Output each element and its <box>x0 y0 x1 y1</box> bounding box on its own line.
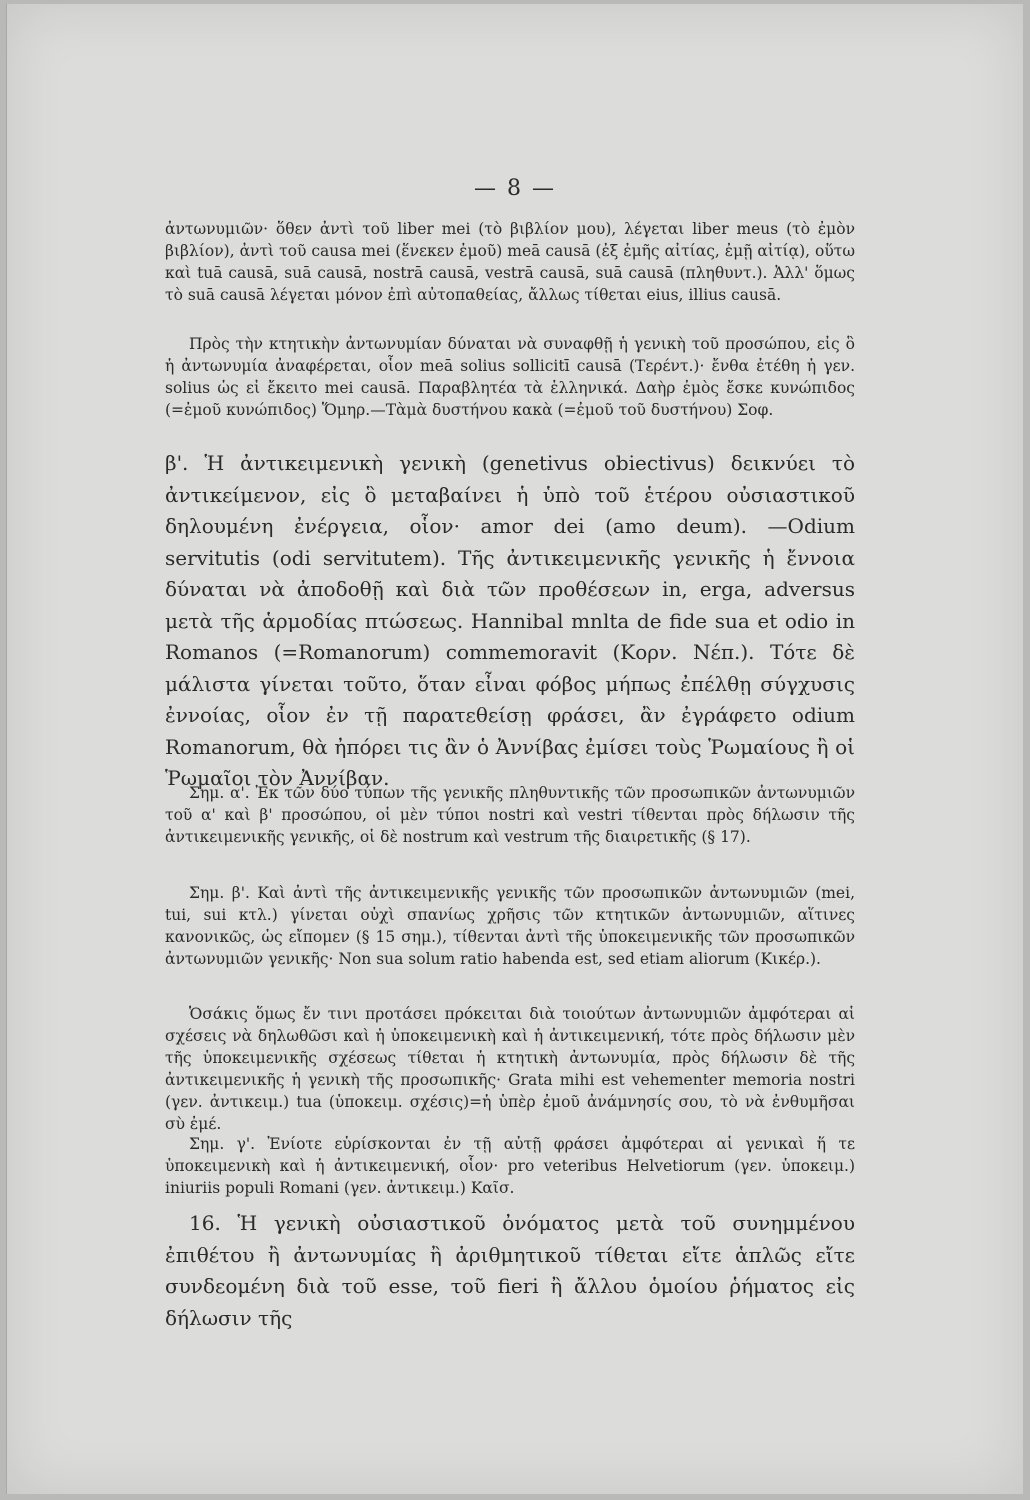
note-gamma: Σημ. γ'. Ἐνίοτε εὑρίσκονται ἐν τῇ αὐτῇ φράσει ἀμφότεραι αἱ γενικαὶ ἥ τε ὑποκειμενικὴ καὶ ἡ ἀντικειμενική, οἷον· pro veteribus Helvetiorum (γεν. ὑποκειμ.) iniuriis populi Romani (γεν. ἀντικειμ.) Καῖσ. <box>165 1135 855 1197</box>
note-beta: Σημ. β'. Καὶ ἀντὶ τῆς ἀντικειμενικῆς γενικῆς τῶν προσωπικῶν ἀντωνυμιῶν (mei, tui, sui κτλ.) γίνεται οὐχὶ σπανίως χρῆσις τῶν κτητικῶν ἀντωνυμιῶν, αἵτινες κανονικῶς, ὡς εἴπομεν (§ 15 σημ.), τίθενται ἀντὶ τῆς ὑποκειμενικῆς τῶν προσωπικῶν ἀντωνυμιῶν γενικῆς· Non sua solum ratio habenda est, sed etiam aliorum (Κικέρ.). <box>165 884 855 968</box>
paragraph-possessive-genitive: Πρὸς τὴν κτητικὴν ἀντωνυμίαν δύναται νὰ συναφθῇ ἡ γενικὴ τοῦ προσώπου, εἰς ὃ ἡ ἀντωνυμία ἀναφέρεται, οἷον meā solius sollicitī causā (Τερέντ.)· ἔνθα ἐτέθη ἡ γεν. solius ὡς εἰ ἔκειτο mei causā. Παραβλητέα τὰ ἑλληνικά. Δαὴρ ἐμὸς ἔσκε κυνώπιδος (=ἐμοῦ κυνώπιδος) Ὅμηρ.—Τὰμὰ δυστήνου κακὰ (=ἐμοῦ τοῦ δυστήνου) Σοφ. <box>165 335 855 419</box>
note-alpha: Σημ. α'. Ἐκ τῶν δύο τύπων τῆς γενικῆς πληθυντικῆς τῶν προσωπικῶν ἀντωνυμιῶν τοῦ α' καὶ β' προσώπου, οἱ μὲν τύποι nostri καὶ vestri τίθενται πρὸς δήλωσιν τῆς ἀντικειμενικῆς γενικῆς, οἱ δὲ nostrum καὶ vestrum τῆς διαιρετικῆς (§ 17). <box>165 784 855 846</box>
page-number: — 8 — <box>474 176 556 201</box>
paragraph-possessive-pronouns: ἀντωνυμιῶν· ὅθεν ἀντὶ τοῦ liber mei (τὸ βιβλίον μου), λέγεται liber meus (τὸ ἐμὸν βιβλίον), ἀντὶ τοῦ causa mei (ἕνεκεν ἐμοῦ) meā causā (ἐξ ἐμῆς αἰτίας, ἐμῇ αἰτίᾳ), οὕτω καὶ tuā causā, suā causā, nostrā causā, vestrā causā, suā causā (πληθυντ.). Ἀλλ' ὅμως τὸ suā causā λέγεται μόνον ἐπὶ αὐτοπαθείας, ἄλλως τίθεται eius, illius causā. <box>165 220 855 304</box>
section-16-paragraph: 16. Ἡ γενικὴ οὐσιαστικοῦ ὀνόματος μετὰ τοῦ συνημμένου ἐπιθέτου ἢ ἀντωνυμίας ἢ ἀριθμητικοῦ τίθεται εἴτε ἁπλῶς εἴτε συνδεομένη διὰ τοῦ esse, τοῦ fieri ἢ ἄλλου ὁμοίου ῥήματος εἰς δήλωσιν τῆς <box>165 1211 855 1330</box>
paragraph-both-relations: Ὁσάκις ὅμως ἔν τινι προτάσει πρόκειται διὰ τοιούτων ἀντωνυμιῶν ἀμφότεραι αἱ σχέσεις νὰ δηλωθῶσι καὶ ἡ ὑποκειμενικὴ καὶ ἡ ἀντικειμενική, τότε πρὸς δήλωσιν μὲν τῆς ὑποκειμενικῆς σχέσεως τίθεται ἡ κτητικὴ ἀντωνυμία, πρὸς δήλωσιν δὲ τῆς ἀντικειμενικῆς ἡ γενικὴ τῆς προσωπικῆς· Grata mihi est vehementer memoria nostri (γεν. ἀντικειμ.) tua (ὑποκειμ. σχέσις)=ἡ ὑπὲρ ἐμοῦ ἀνάμνησίς σου, τὸ νὰ ἐνθυμῆσαι σὺ ἐμέ. <box>165 1005 855 1133</box>
paragraph-objective-genitive: β'. Ἡ ἀντικειμενικὴ γενικὴ (genetivus obiectivus) δεικνύει τὸ ἀντικείμενον, εἰς ὃ μεταβαίνει ἡ ὑπὸ τοῦ ἑτέρου οὐσιαστικοῦ δηλουμένη ἐνέργεια, οἷον· amor dei (amo deum). —Odium servitutis (odi servitutem). Τῆς ἀντικειμενικῆς γενικῆς ἡ ἔννοια δύναται νὰ ἀποδοθῇ καὶ διὰ τῶν προθέσεων in, erga, adversus μετὰ τῆς ἁρμοδίας πτώσεως. Hannibal mnlta de fide sua et odio in Romanos (=Romanorum) commemoravit (Κορν. Νέπ.). Τότε δὲ μάλιστα γίνεται τοῦτο, ὅταν εἶναι φόβος μήπως ἐπέλθῃ σύγχυσις ἐννοίας, οἷον ἐν τῇ παρατεθείσῃ φράσει, ἂν ἐγράφετο odium Romanorum, θὰ ἠπόρει τις ἂν ὁ Ἀννίβας ἐμίσει τοὺς Ῥωμαίους ἢ οἱ Ῥωμαῖοι τὸν Ἀννίβαν. <box>165 451 855 790</box>
